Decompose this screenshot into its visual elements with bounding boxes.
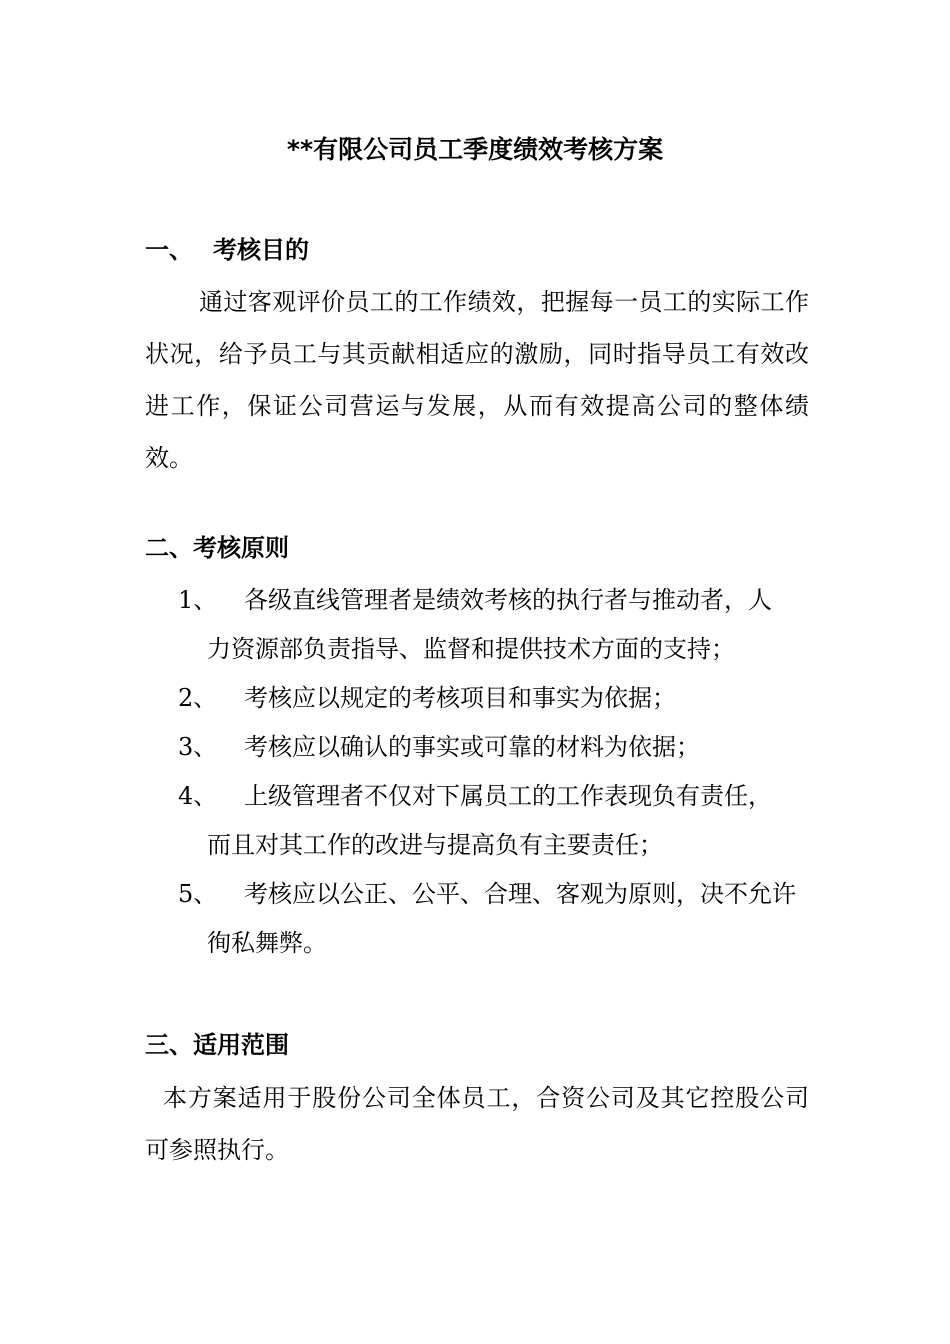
list-item-text: 考核应以确认的事实或可靠的材料为依据； bbox=[244, 733, 700, 761]
list-item bbox=[145, 723, 809, 772]
list-item bbox=[145, 674, 809, 723]
section-3-heading: 三、适用范围 bbox=[145, 1031, 289, 1059]
section-1-paragraph: 通过客观评价员工的工作绩效，把握每一员工的实际工作状况，给予员工与其贡献相适应的激励，同时指导员工有效改进工作，保证公司营运与发展，从而有效提高公司的整体绩效。 bbox=[145, 288, 809, 472]
section-1-heading bbox=[145, 230, 309, 270]
list-item-number: 1、 bbox=[178, 586, 218, 614]
list-item-number: 4、 bbox=[178, 782, 218, 810]
list-item-text-continued: 徇私舞弊。 bbox=[207, 929, 327, 957]
list-item-text-continued: 力资源部负责指导、监督和提供技术方面的支持； bbox=[207, 635, 735, 663]
section-3-paragraph: 本方案适用于股份公司全体员工，合资公司及其它控股公司可参照执行。 bbox=[145, 1084, 809, 1164]
list-item-text: 考核应以公正、公平、合理、客观为原则，决不允许 bbox=[244, 880, 796, 908]
list-item bbox=[145, 870, 809, 968]
list-item-text: 上级管理者不仅对下属员工的工作表现负有责任， bbox=[244, 782, 772, 810]
list-item bbox=[145, 772, 809, 870]
principles-list bbox=[145, 576, 809, 968]
list-item bbox=[145, 576, 809, 674]
list-item-number: 2、 bbox=[178, 684, 218, 712]
list-item-text: 考核应以规定的考核项目和事实为依据； bbox=[244, 684, 676, 712]
list-item-number: 5、 bbox=[178, 880, 218, 908]
list-item-number: 3、 bbox=[178, 733, 218, 761]
list-item-text-continued: 而且对其工作的改进与提高负有主要责任； bbox=[207, 831, 663, 859]
section-1-title: 考核目的 bbox=[213, 236, 309, 264]
section-1-number: 一、 bbox=[145, 236, 193, 264]
section-2-heading: 二、考核原则 bbox=[145, 534, 289, 562]
document-title: **有限公司员工季度绩效考核方案 bbox=[286, 135, 664, 164]
list-item-text: 各级直线管理者是绩效考核的执行者与推动者，人 bbox=[244, 586, 772, 614]
